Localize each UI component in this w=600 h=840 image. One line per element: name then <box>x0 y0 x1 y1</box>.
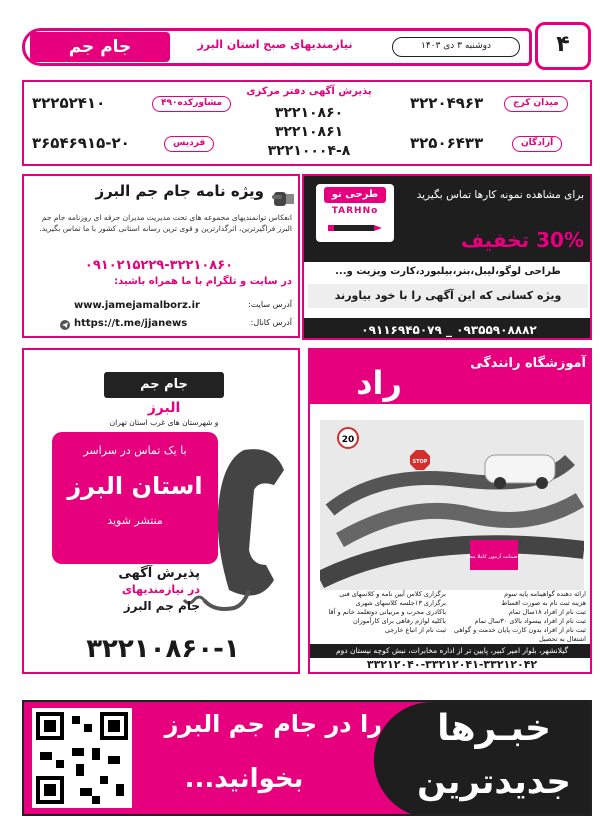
tarhno-logo-fa: طرحی نو <box>324 187 386 203</box>
list-item: ثبت نام از اتباع خارجی <box>384 626 446 634</box>
accept-ads-text: پذیرش آگهی <box>118 566 200 581</box>
office-label: مشاورکده۴۹۰ <box>152 96 231 112</box>
list-item: برگزاری کلاس آیین نامه و کلاسهای فنی <box>339 590 446 598</box>
banner-line1: را در جام جم البرز <box>164 710 382 738</box>
pencil-icon <box>328 222 382 234</box>
road-illustration <box>320 420 584 590</box>
banner-line2: بخوانید... <box>184 764 304 794</box>
central-numbers <box>264 104 354 161</box>
rad-services-left <box>318 590 446 635</box>
office-number: ۳۲۲۵۲۴۱۰ <box>32 94 106 112</box>
list-item: ارائه دهنده گواهینامه پایه سوم <box>504 590 586 598</box>
tarhno-logo-en: TARHNo <box>331 206 379 216</box>
school-name: راد <box>356 364 402 402</box>
site-row <box>34 300 292 316</box>
list-item: برگزاری ۱۳جلسه کلاسهای شهری <box>355 599 446 607</box>
guarantee-badge: با ضمانت آزمون کاملا مجاز <box>465 554 523 560</box>
jamjam-logo-sub: البرز <box>147 400 181 416</box>
ad1-description: انعکاس توانمندیهای مجموعه های تحت مدیریت مدیران حرفه ای روزنامه جام جم البرز فراگیرترین، اثرگذارترین و قوی ترین رسانه استانی کشور با ما تماس بگیرید. <box>39 213 292 233</box>
services-text: طراحی لوگو،لیبل،بنر،بیلبورد،کارت ویزیت و... <box>335 266 561 277</box>
list-item: باکلیه لوازم رفاهی برای کارآموزان <box>353 617 446 625</box>
jamjam-subtitle: و شهرستان های غرب استان تهران <box>109 418 219 427</box>
office-label: میدان کرج <box>504 96 568 112</box>
speed-sign-text: 20 <box>341 435 355 445</box>
ad1-phones: ۰۹۱۰۲۱۵۲۲۹-۳۲۲۱۰۸۶۰ <box>84 258 234 273</box>
list-item: هزینه ثبت نام به صورت اقساط <box>501 599 586 607</box>
tarhno-tagline: ویژه کسانی که این آگهی را با خود بیاورند <box>308 284 588 308</box>
see-samples-text: برای مشاهده نمونه کارها تماس بگیرید <box>416 189 584 201</box>
discount-text: 30% تخفیف <box>460 228 584 252</box>
list-item: ثبت نام از افراد بیسواد بالای ۳۰سال تمام <box>474 617 586 625</box>
header-date: دوشنبه ۳ دی ۱۴۰۳ <box>392 37 520 57</box>
office-label: فردیس <box>164 136 214 152</box>
central-number: ۳۲۲۱۰۰۰۴-۸ <box>267 143 351 159</box>
accept-in-text: در نیازمندیهای <box>121 583 200 596</box>
ad-tarhno <box>302 174 592 340</box>
ad1-title: ویژه نامه جام جم البرز <box>95 182 264 200</box>
ad-special-edition <box>22 174 300 338</box>
rad-services-right <box>450 590 586 644</box>
call-line: با یک تماس در سراسر <box>83 444 187 457</box>
rad-phones: ۳۳۲۱۲۰۴۰-۳۳۲۱۲۰۴۱-۳۳۲۱۲۰۴۲ <box>366 658 538 671</box>
stop-sign-text: STOP <box>412 459 428 465</box>
tarhno-info-panel <box>304 262 592 340</box>
published-text: منتشر شوید <box>107 514 163 527</box>
office-number: ۳۲۲۰۴۹۶۳ <box>410 94 484 112</box>
qr-code-icon[interactable] <box>32 708 132 808</box>
rad-address: گیلانشهر، بلوار امیر کبیر، پایین تر از اداره مخابرات، نبش کوچه نیستان دوم <box>310 644 592 658</box>
ad-rad-driving-school <box>308 348 592 674</box>
tarhno-phones: ۰۹۱۱۶۹۴۵۰۷۹ _ ۰۹۳۵۵۹۰۸۸۸۲ <box>304 318 592 340</box>
office-label: آزادگان <box>512 136 562 152</box>
channel-link[interactable]: https://t.me/jjanews <box>74 318 188 329</box>
central-number: ۳۲۲۱۰۸۶۱ <box>274 124 344 140</box>
list-item: ثبت نام از افراد بدون کارت پایان خدمت و گواهی اشتغال به تحصیل <box>453 626 586 643</box>
rad-services <box>318 590 586 644</box>
channel-row <box>34 318 292 334</box>
office-number: ۳۶۵۴۶۹۱۵-۲۰ <box>32 134 130 152</box>
site-link[interactable]: www.jamejamalborz.ir <box>74 300 200 311</box>
page-number: ۴ <box>535 22 591 70</box>
rad-title-bar <box>310 350 592 404</box>
jamjam-logo: جام جم <box>104 372 224 398</box>
accept-paper-text: جام جم البرز <box>123 599 200 613</box>
central-number: ۳۲۲۱۰۸۶۰ <box>274 105 344 121</box>
office-number: ۳۲۵۰۶۴۳۳ <box>410 134 484 152</box>
list-item: ثبت نام از افراد ۱۸سال تمام <box>508 608 586 616</box>
province-name: استان البرز <box>67 472 203 500</box>
channel-label: آدرس کانال: <box>250 318 292 327</box>
ad1-cta: در سایت و تلگرام با ما همراه باشید: <box>114 276 292 287</box>
banner-line4: جدیدترین <box>417 762 571 802</box>
news-banner <box>22 700 592 816</box>
accept-ads-block <box>50 566 200 614</box>
site-label: آدرس سایت: <box>248 300 292 309</box>
ad-jamjam-alborz <box>22 348 300 674</box>
page-header <box>0 0 600 72</box>
offices-title: پذیرش آگهی دفتر مرکزی <box>246 86 372 97</box>
tarhno-logo <box>316 184 394 242</box>
header-tagline: نیازمندیهای صبح استان البرز <box>197 38 353 51</box>
newspaper-logo: جام جم <box>30 32 170 62</box>
banner-line3: خبـرها <box>437 708 551 749</box>
ad-offices-box <box>22 80 592 166</box>
pointing-hand-icon <box>272 184 294 210</box>
school-type: آموزشگاه رانندگی <box>470 356 586 371</box>
jamjam-phone: ۳۲۲۱۰۸۶۰-۱ <box>86 634 240 664</box>
list-item: باکادری مجرب و مربیانی دوتعلمد خانم و آقا <box>328 608 446 616</box>
telegram-icon <box>60 320 70 330</box>
